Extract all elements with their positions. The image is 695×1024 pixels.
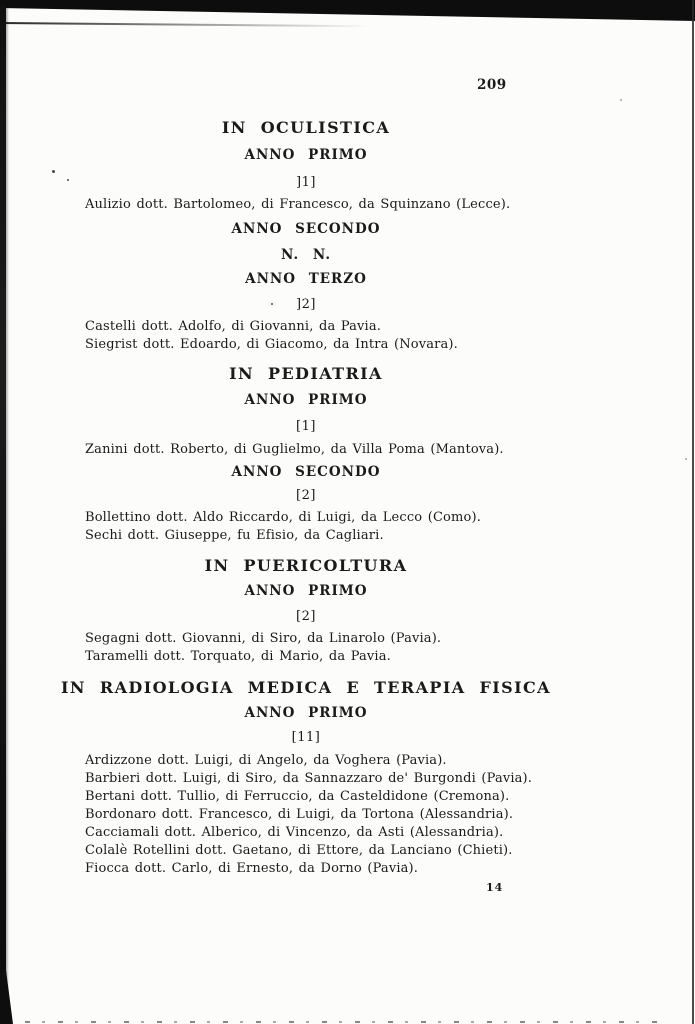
page-number: 209 <box>477 77 507 93</box>
section-title-puericoltura: IN PUERICOLTURA <box>204 556 408 575</box>
student-count: [2] <box>296 488 316 503</box>
year-heading: ANNO PRIMO <box>244 583 368 599</box>
year-heading: ANNO PRIMO <box>244 147 368 163</box>
year-heading: ANNO PRIMO <box>244 392 368 408</box>
student-entry: Bordonaro dott. Francesco, di Luigi, da Tortona (Alessandria). <box>85 807 514 822</box>
scan-artifact-top-line <box>0 22 370 27</box>
section-title-radiologia: IN RADIOLOGIA MEDICA E TERAPIA FISICA <box>61 678 551 697</box>
student-entry: Bollettino dott. Aldo Riccardo, di Luigi, da Lecco (Como). <box>85 510 481 525</box>
student-entry: Bertani dott. Tullio, di Ferruccio, da Casteldidone (Cremona). <box>85 789 510 804</box>
student-count: ]1] <box>296 175 316 190</box>
scan-speck <box>685 458 687 460</box>
section-title-oculistica: IN OCULISTICA <box>221 118 391 137</box>
signature-mark: 14 <box>486 881 504 894</box>
scan-artifact-left-strip <box>0 5 6 1024</box>
student-entry: Segagni dott. Giovanni, di Siro, da Linarolo (Pavia). <box>85 631 442 646</box>
student-entry: Cacciamali dott. Alberico, di Vincenzo, da Asti (Alessandria). <box>85 825 504 840</box>
student-entry: Sechi dott. Giuseppe, fu Efisio, da Cagliari. <box>85 528 384 543</box>
student-entry: Ardizzone dott. Luigi, di Angelo, da Voghera (Pavia). <box>85 753 447 768</box>
student-count: ]2] <box>296 297 316 312</box>
student-entry: Taramelli dott. Torquato, di Mario, da Pavia. <box>85 649 391 664</box>
student-count: [11] <box>291 730 321 745</box>
no-students-note: N. N. <box>280 247 332 263</box>
scan-speck <box>52 170 55 173</box>
student-entry: Castelli dott. Adolfo, di Giovanni, da Pavia. <box>85 319 382 334</box>
student-entry: Siegrist dott. Edoardo, di Giacomo, da Intra (Novara). <box>85 337 458 352</box>
student-entry: Colalè Rotellini dott. Gaetano, di Ettore, da Lanciano (Chieti). <box>85 843 513 858</box>
scan-speck <box>620 99 622 101</box>
scan-artifact-right-line <box>692 0 694 1024</box>
year-heading: ANNO SECONDO <box>231 221 381 237</box>
section-title-pediatria: IN PEDIATRIA <box>229 364 383 383</box>
year-heading: ANNO PRIMO <box>244 705 368 721</box>
student-entry: Aulizio dott. Bartolomeo, di Francesco, da Squinzano (Lecce). <box>85 197 511 212</box>
scan-artifact-bottom-speckle <box>25 1021 665 1023</box>
year-heading: ANNO TERZO <box>245 271 367 287</box>
student-entry: Fiocca dott. Carlo, di Ernesto, da Dorno (Pavia). <box>85 861 419 876</box>
year-heading: ANNO SECONDO <box>231 464 381 480</box>
scan-artifact-bottom-wedge <box>0 969 13 1024</box>
student-entry: Barbieri dott. Luigi, di Siro, da Sannazzaro de' Burgondi (Pavia). <box>85 771 533 786</box>
student-count: [1] <box>296 419 316 434</box>
student-entry: Zanini dott. Roberto, di Guglielmo, da Villa Poma (Mantova). <box>85 442 504 457</box>
student-count: [2] <box>296 609 316 624</box>
